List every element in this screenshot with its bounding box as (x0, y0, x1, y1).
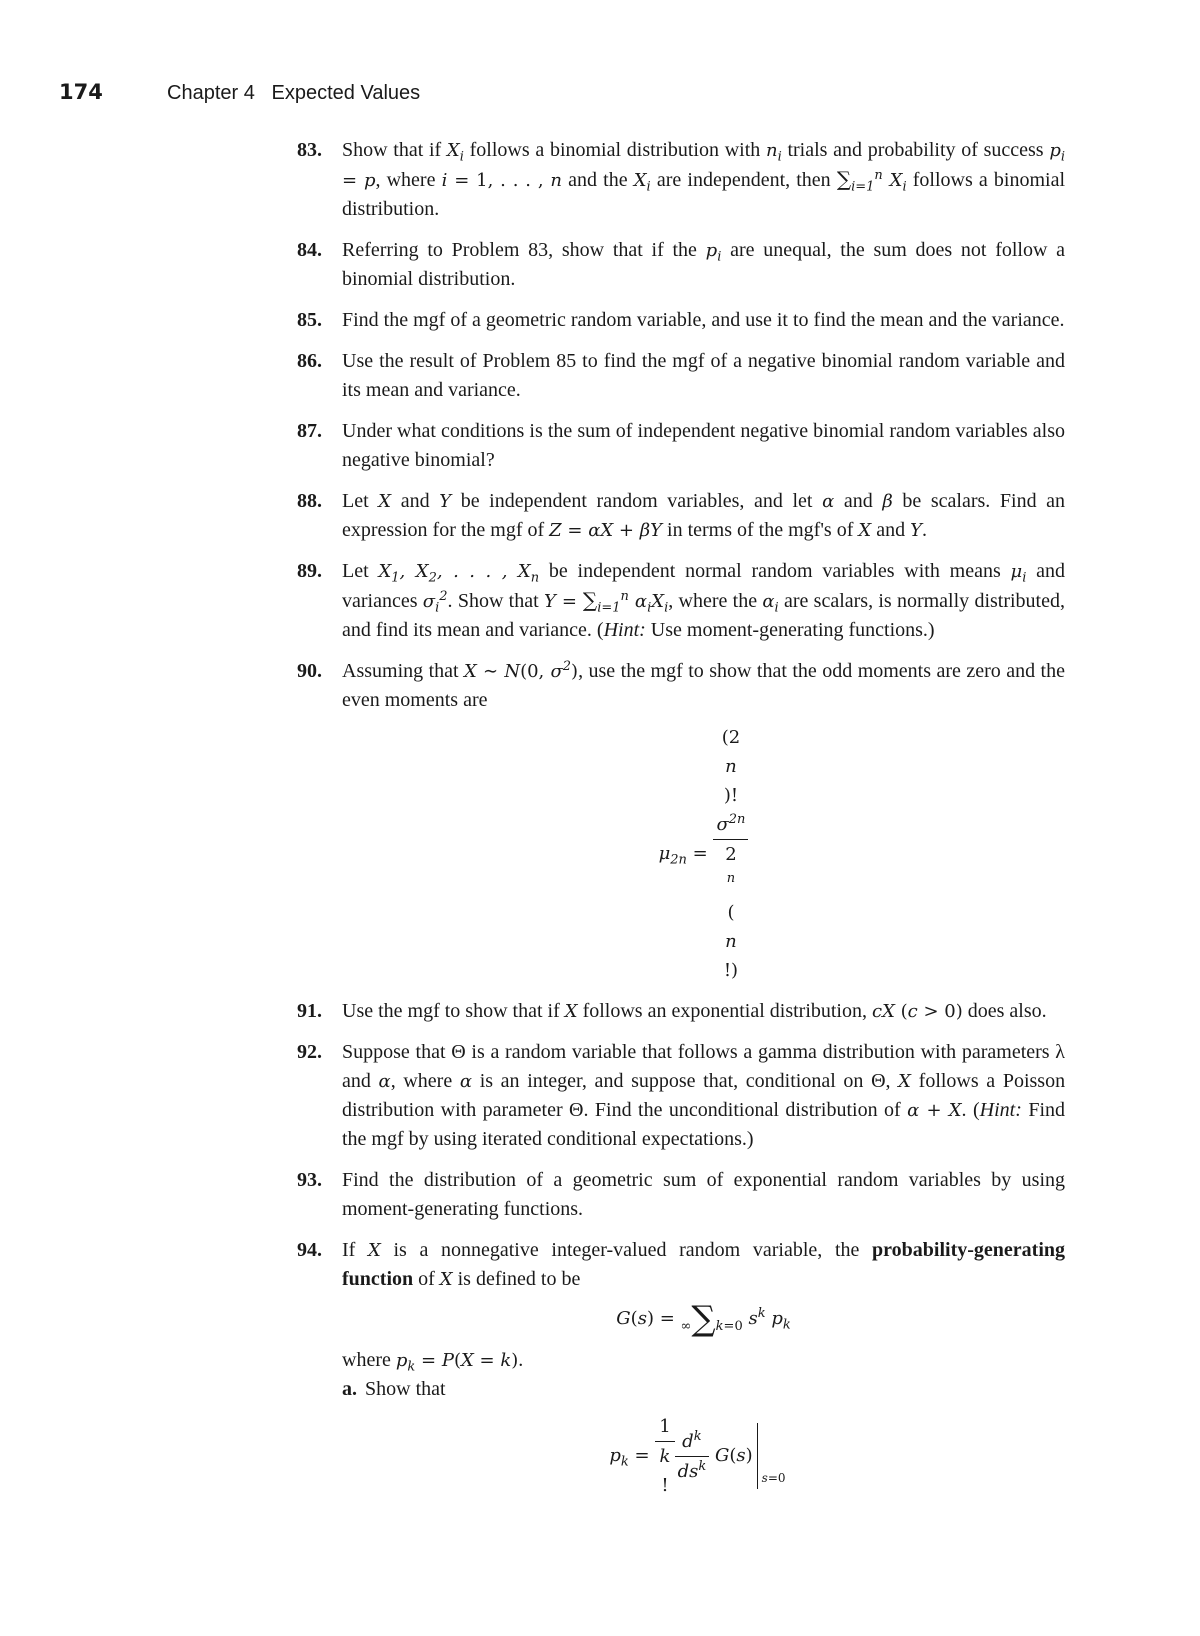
problem-number: 83. (297, 139, 322, 161)
problem-number: 93. (297, 1169, 322, 1191)
problem-list (297, 136, 1065, 1512)
problem-91: 91. Use the mgf to show that if X follows an exponential distribution, cX (c > 0) does also. (297, 997, 1065, 1026)
problem-number: 88. (297, 490, 322, 512)
problem-86: 86. Use the result of Problem 85 to find the mgf of a negative binomial random variable and its mean and variance. (297, 347, 1065, 405)
problem-number: 90. (297, 660, 322, 682)
moment-formula: $\mu_{2n}$ = (2 n )! $\sigma^{2n}$ 2 $^n$ ( n !) (342, 723, 1065, 985)
problem-number: 84. (297, 239, 322, 261)
problem-89: 89. Let $X_1$, $X_2$, . . . , $X_n$ be independent normal random variables with means $\mu_i$ and variances $\sigma_i^2$. Show that $Y = \sum_{i=1}^n$ $\alpha_iX_i$, where the $\alpha_i$ are scalars, is normally distributed, and find its mean and variance. (Hint: Use moment-generating functions.) (297, 557, 1065, 645)
problem-number: 89. (297, 560, 322, 582)
problem-88: 88. Let X and Y be independent random variables, and let α and β be scalars. Find an expression for the mgf of Z = αX + βY in terms of the mgf's of X and Y. (297, 487, 1065, 545)
problem-90: 90. Assuming that X ∼ N(0, $\sigma^2$), use the mgf to show that the odd moments are zero and the even moments are $\mu_{2n}$ = (2 n )! $\sigma^{2n}$ 2 $^n$ ( n !) (297, 657, 1065, 985)
problem-number: 87. (297, 420, 322, 442)
problem-number: 85. (297, 309, 322, 331)
problem-85: 85. Find the mgf of a geometric random variable, and use it to find the mean and the variance. (297, 306, 1065, 335)
term-pgf: probability-generating function (342, 1239, 1066, 1290)
problem-83: 83. Show that if $X_i$ follows a binomial distribution with $n_i$ trials and probability of success $p_i = p$, where i = 1, . . . , n and the $X_i$ are independent, then $\sum_{i=1}^n$ $X_i$ follows a binomial distribution. (297, 136, 1065, 224)
pk-formula: $p_k$ = 1 k ! $\frac{d^k}{ds^k}$ G(s) s=0 (342, 1412, 1065, 1500)
problem-93: 93. Find the distribution of a geometric sum of exponential random variables by using moment-generating functions. (297, 1166, 1065, 1224)
problem-94: 94. If X is a nonnegative integer-valued random variable, the probability-generating function of X is defined to be G(s) = ∞∑k=0 $s^k$ $p_k$ where $p_k = P(X = k)$. a. Show that $p_k$ = 1 k ! $\frac{d^k}{ds^k}$ G(s) s=0 (297, 1236, 1065, 1500)
chapter-title: Expected Values (271, 82, 421, 104)
page-number: 174 (59, 80, 103, 104)
problem-number: 91. (297, 1000, 322, 1022)
pgf-formula: G(s) = ∞∑k=0 $s^k$ $p_k$ (616, 1299, 791, 1339)
problem-number: 94. (297, 1239, 322, 1261)
problem-87: 87. Under what conditions is the sum of independent negative binomial random variables also negative binomial? (297, 417, 1065, 475)
page-header (59, 80, 420, 105)
problem-92: 92. Suppose that Θ is a random variable that follows a gamma distribution with parameters λ and α, where α is an integer, and suppose that, conditional on Θ, X follows a Poisson distribution with parameter Θ. Find the unconditional distribution of α + X. (Hint: Find the mgf by using iterated conditional expectations.) (297, 1038, 1065, 1154)
problem-number: 92. (297, 1041, 322, 1063)
chapter-label: Chapter 4 (167, 82, 255, 104)
part-a: a. Show that (342, 1378, 446, 1400)
problem-84: 84. Referring to Problem 83, show that if the $p_i$ are unequal, the sum does not follow a binomial distribution. (297, 236, 1065, 294)
problem-number: 86. (297, 350, 322, 372)
